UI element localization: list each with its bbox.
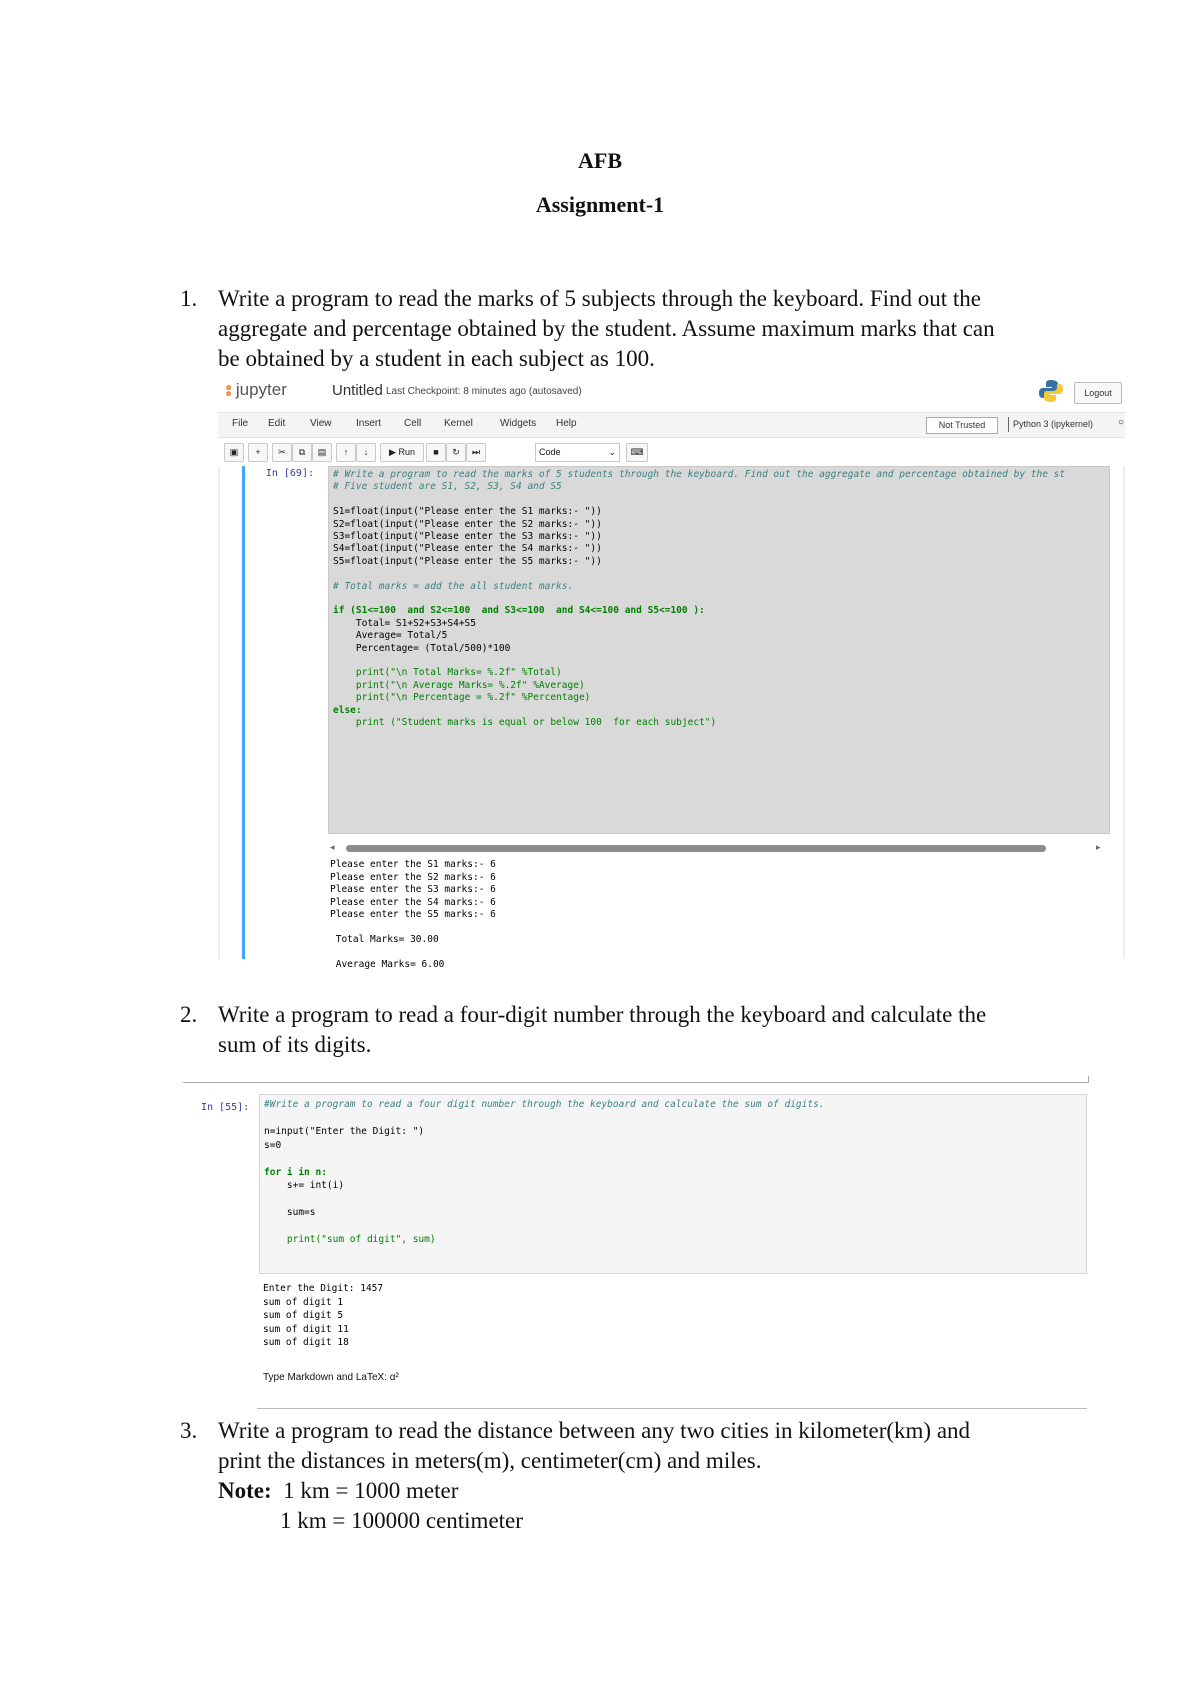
code-line: Percentage= (Total/500)*100 [333, 642, 511, 654]
cell-prompt: In [69]: [265, 468, 314, 479]
document-heading: AFB [578, 148, 622, 173]
code-line: n=input("Enter the Digit: ") [264, 1126, 425, 1137]
toolbar [218, 440, 1125, 464]
output-line: Please enter the S1 marks:- 6 [330, 859, 496, 870]
code-line: # Write a program to read the marks of 5 students through the keyboard. Find out the aggregate and percentage obtained by the st [333, 469, 1066, 480]
add-cell-icon[interactable]: + [248, 443, 268, 462]
run-button[interactable]: ▶ Run [380, 443, 424, 462]
jupyter-logo: ⦂ jupyter [226, 380, 287, 399]
stop-icon[interactable]: ■ [426, 443, 446, 462]
question-2-number: 2. [180, 1002, 198, 1027]
menu-widgets[interactable]: Widgets [500, 418, 537, 429]
notebook-page [220, 466, 1123, 970]
code-line: s+= int(i) [264, 1180, 345, 1191]
note-label: Note: [218, 1478, 272, 1503]
question-1-text [218, 284, 1058, 374]
scroll-left-icon[interactable]: ◂ [330, 842, 335, 852]
notebook-area [218, 466, 1125, 970]
code-line: print("sum of digit", sum) [264, 1234, 436, 1245]
question-1-line: be obtained by a student in each subject as 100. [218, 346, 655, 371]
question-1-line: Write a program to read the marks of 5 subjects through the keyboard. Find out the [218, 286, 981, 311]
kernel-indicator: Python 3 (ipykernel) [1008, 417, 1093, 432]
question-1-line: aggregate and percentage obtained by the student. Assume maximum marks that can [218, 316, 995, 341]
scrollbar-thumb[interactable] [346, 845, 1046, 852]
menu-edit[interactable]: Edit [268, 418, 286, 429]
code-line: S4=float(input("Please enter the S4 marks:- ")) [333, 543, 602, 555]
move-down-icon[interactable]: ↓ [356, 443, 376, 462]
paste-icon[interactable]: ▤ [312, 443, 332, 462]
kernel-idle-icon: ○ [1118, 417, 1125, 428]
output-line: Please enter the S2 marks:- 6 [330, 871, 496, 883]
code-line: #Write a program to read a four digit number through the keyboard and calculate the sum of digits. [264, 1099, 825, 1110]
question-3-line: Write a program to read the distance between any two cities in kilometer(km) and [218, 1418, 971, 1443]
output-line: Please enter the S4 marks:- 6 [330, 896, 496, 908]
code-line: print("\n Total Marks= %.2f" %Total) [333, 667, 562, 679]
logout-button[interactable]: Logout [1074, 382, 1122, 404]
code-line: print ("Student marks is equal or below 100 for each subject") [333, 717, 717, 728]
divider [1088, 1076, 1089, 1083]
menu-view[interactable]: View [310, 418, 332, 429]
code-line: Average= Total/5 [333, 630, 448, 642]
menu-help[interactable]: Help [556, 418, 577, 429]
output-line: Average Marks= 6.00 [330, 959, 445, 970]
cell-type-select[interactable]: Code ⌄ [535, 443, 620, 462]
document-subheading: Assignment-1 [535, 192, 665, 217]
output-line: sum of digit 1 [263, 1296, 344, 1308]
code-line: # Five student are S1, S2, S3, S4 and S5 [333, 481, 562, 493]
copy-icon[interactable]: ⧉ [292, 443, 312, 462]
question-3-text [218, 1416, 1058, 1536]
code-line: print("\n Percentage = %.2f" %Percentage) [333, 692, 591, 704]
jupyter-header [218, 376, 1125, 410]
code-line: # Total marks = add the all student marks. [333, 580, 574, 592]
cell-prompt: In [55]: [201, 1102, 250, 1113]
code-line: s=0 [264, 1139, 282, 1151]
output-line: Please enter the S5 marks:- 6 [330, 909, 496, 920]
output-line: sum of digit 18 [263, 1337, 349, 1348]
note-value: 1 km = 1000 meter [283, 1478, 459, 1503]
code-cell[interactable] [259, 1094, 1087, 1274]
code-cell[interactable] [328, 466, 1110, 834]
cut-icon[interactable]: ✂ [272, 443, 292, 462]
code-line: if (S1<=100 and S2<=100 and S3<=100 and S4<=100 and S5<=100 ): [333, 605, 705, 617]
question-2-text [218, 1000, 1058, 1060]
menu-cell[interactable]: Cell [404, 418, 422, 429]
fast-forward-icon[interactable]: ⏭ [466, 443, 486, 462]
question-2-line: Write a program to read a four-digit number through the keyboard and calculate the [218, 1002, 987, 1027]
note-value: 1 km = 100000 centimeter [280, 1508, 523, 1533]
output-line: sum of digit 5 [263, 1310, 344, 1321]
horizontal-scrollbar[interactable] [328, 842, 1108, 854]
move-up-icon[interactable]: ↑ [336, 443, 356, 462]
jupyter-screenshot-2 [183, 1082, 1089, 1408]
keyboard-icon[interactable]: ⌨ [626, 443, 648, 462]
checkpoint-status: Last Checkpoint: 8 minutes ago (autosaved) [386, 386, 582, 397]
restart-icon[interactable]: ↻ [446, 443, 466, 462]
output-line: Enter the Digit: 1457 [263, 1283, 384, 1294]
menu-file[interactable]: File [232, 418, 249, 429]
code-line: S2=float(input("Please enter the S2 marks:- ")) [333, 518, 602, 530]
jupyter-screenshot-1 [218, 376, 1125, 970]
save-icon[interactable]: ▣ [224, 443, 244, 462]
output-line: Please enter the S3 marks:- 6 [330, 884, 496, 895]
question-2-line: sum of its digits. [218, 1032, 372, 1057]
menu-insert[interactable]: Insert [356, 418, 382, 429]
note-line [218, 1506, 1058, 1536]
question-3-number: 3. [180, 1418, 198, 1443]
divider [257, 1408, 1087, 1409]
not-trusted-badge[interactable]: Not Trusted [926, 417, 998, 434]
notebook-title[interactable]: Untitled [332, 382, 383, 399]
question-1-number: 1. [180, 286, 198, 311]
markdown-placeholder[interactable]: Type Markdown and LaTeX: α² [263, 1372, 399, 1383]
code-line: print("\n Average Marks= %.2f" %Average) [333, 679, 585, 691]
jupyter-logo-icon: ⦂ [226, 380, 232, 399]
code-line: else: [333, 704, 362, 716]
divider [183, 1082, 1089, 1083]
code-line: sum=s [264, 1207, 316, 1218]
python-logo-icon [1038, 378, 1064, 404]
note-line [218, 1476, 1058, 1506]
code-line: Total= S1+S2+S3+S4+S5 [333, 617, 476, 629]
code-line: S5=float(input("Please enter the S5 marks:- ")) [333, 555, 602, 567]
output-line: sum of digit 11 [263, 1323, 349, 1335]
question-3-line: print the distances in meters(m), centimeter(cm) and miles. [218, 1448, 762, 1473]
chevron-down-icon: ⌄ [608, 447, 616, 457]
code-line: S3=float(input("Please enter the S3 marks:- ")) [333, 531, 602, 542]
scroll-right-icon[interactable]: ▸ [1096, 842, 1101, 852]
output-line: Total Marks= 30.00 [330, 934, 439, 945]
menu-bar [218, 412, 1125, 438]
selected-cell-indicator [242, 466, 245, 959]
menu-kernel[interactable]: Kernel [444, 418, 473, 429]
code-line: for i in n: [264, 1166, 327, 1178]
code-line: S1=float(input("Please enter the S1 marks:- ")) [333, 506, 602, 518]
